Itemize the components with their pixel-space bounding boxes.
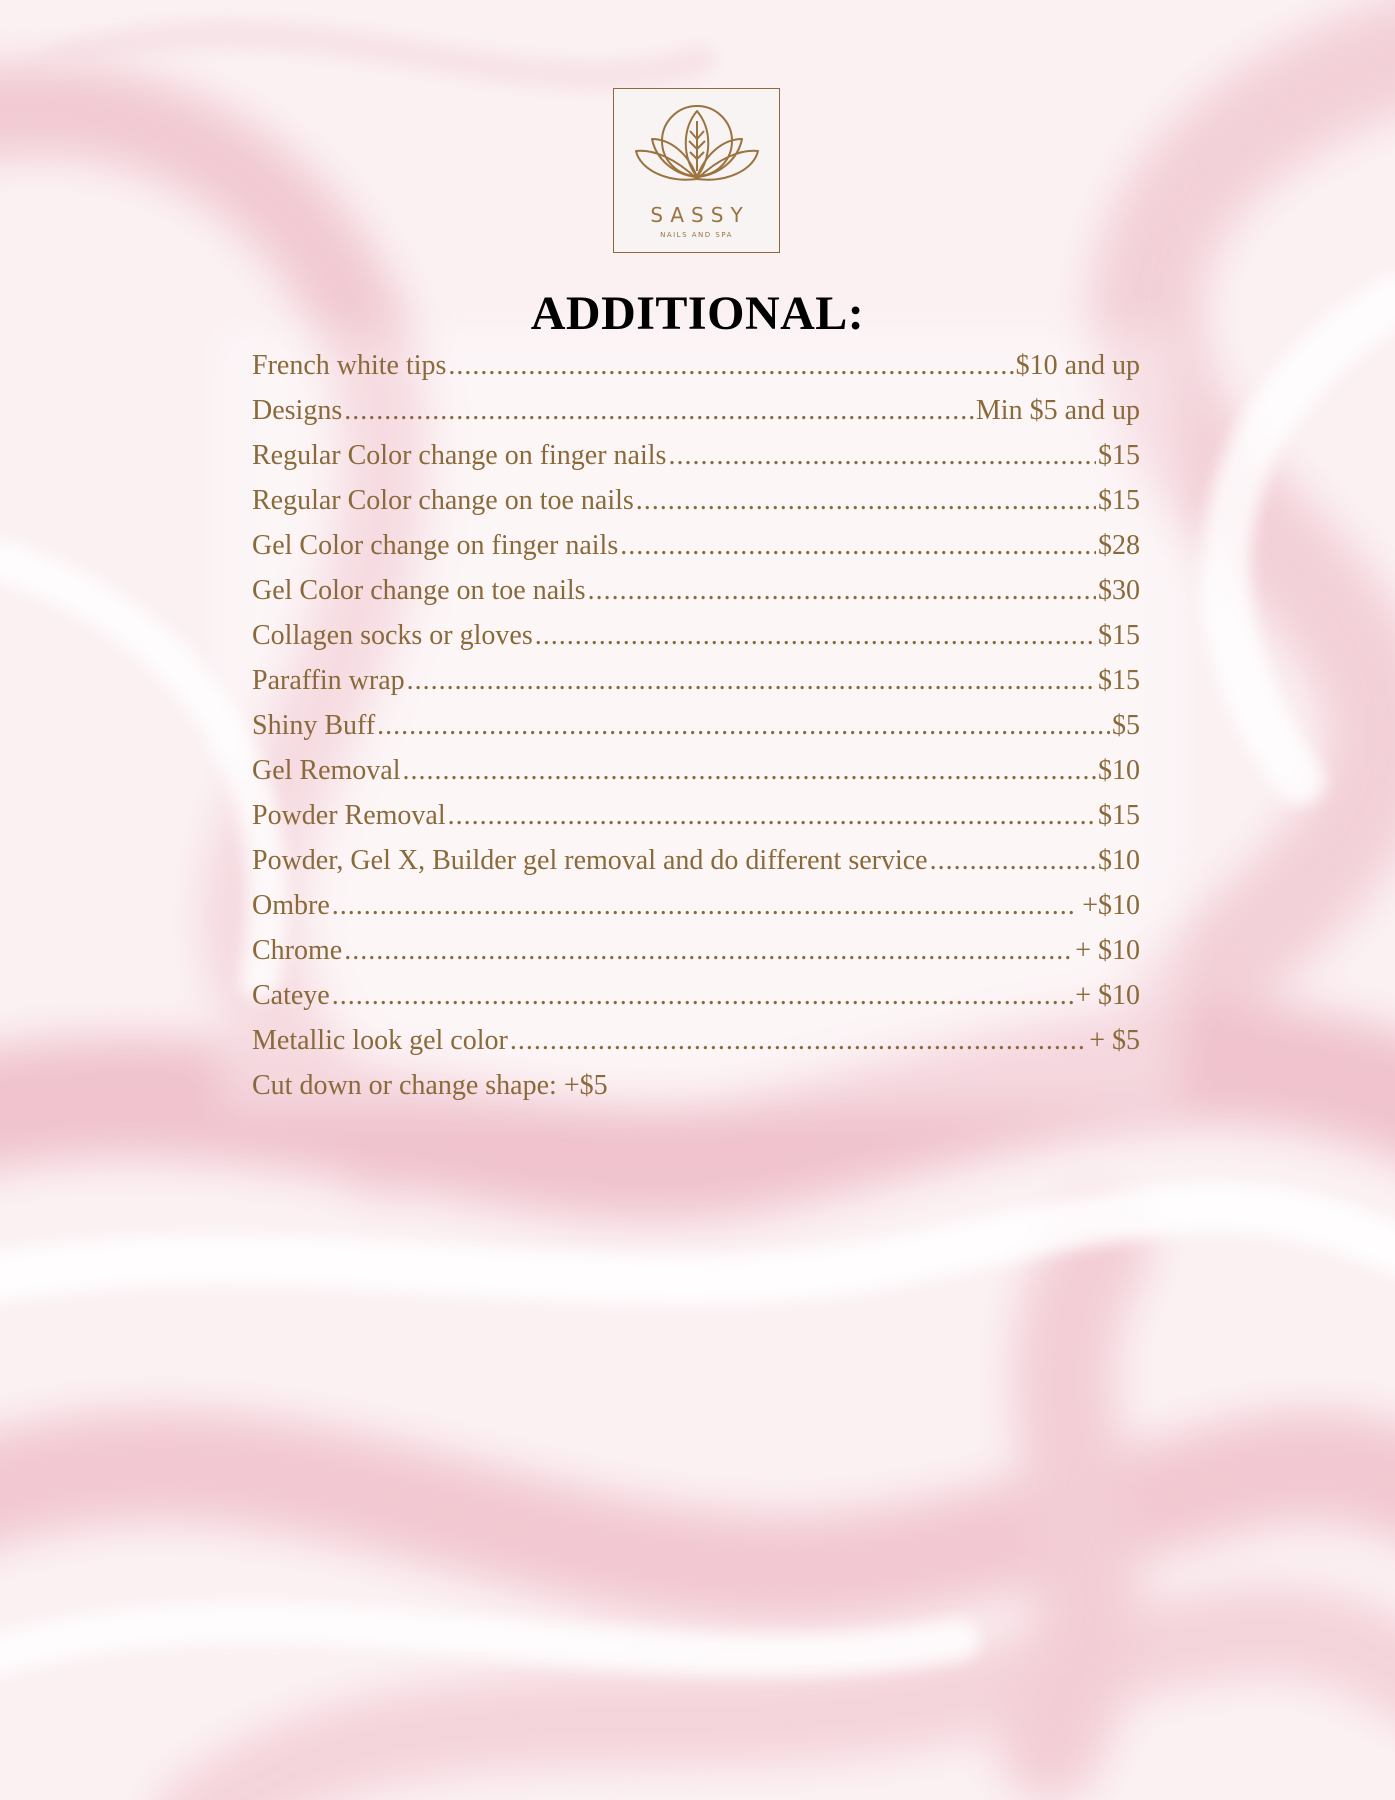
- dot-leader: [448, 348, 1013, 384]
- menu-item: [252, 348, 1140, 393]
- menu-item: [252, 843, 1140, 888]
- dot-leader: [332, 888, 1073, 924]
- item-price: $15: [1098, 485, 1140, 516]
- item-price: + $5: [1089, 1025, 1140, 1056]
- menu-item: [252, 438, 1140, 483]
- page-title: ADDITIONAL:: [530, 287, 865, 340]
- brand-tagline: NAILS AND SPA: [660, 231, 733, 239]
- item-price: $5: [1112, 710, 1140, 741]
- item-price: $10: [1098, 845, 1140, 876]
- item-name: Collagen socks or gloves: [252, 620, 533, 651]
- dot-leader: [620, 528, 1096, 564]
- item-name: Designs: [252, 395, 343, 426]
- item-price: $10: [1098, 755, 1140, 786]
- item-price: $15: [1098, 440, 1140, 471]
- item-price: $30: [1098, 575, 1140, 606]
- item-price: $28: [1098, 530, 1140, 561]
- menu-item: [252, 573, 1140, 618]
- menu-item: [252, 708, 1140, 753]
- item-name: Powder Removal: [252, 800, 446, 831]
- dot-leader: [407, 663, 1096, 699]
- dot-leader: [588, 573, 1096, 609]
- item-name: Cateye: [252, 980, 330, 1011]
- item-price: $15: [1098, 800, 1140, 831]
- dot-leader: [668, 438, 1096, 474]
- dot-leader: [377, 708, 1110, 744]
- dot-leader: [332, 978, 1073, 1014]
- dot-leader: [448, 798, 1096, 834]
- menu-item: [252, 933, 1140, 978]
- menu-item: [252, 753, 1140, 798]
- item-price: $10 and up: [1015, 350, 1140, 381]
- item-name: Regular Color change on toe nails: [252, 485, 634, 516]
- dot-leader: [403, 753, 1096, 789]
- item-name: Paraffin wrap: [252, 665, 405, 696]
- item-name: Powder, Gel X, Builder gel removal and do different service: [252, 845, 928, 876]
- dot-leader: [344, 933, 1073, 969]
- item-name: Ombre: [252, 890, 330, 921]
- brand-name: SASSY: [650, 203, 750, 227]
- item-price: $15: [1098, 665, 1140, 696]
- menu-note: [252, 1068, 1140, 1113]
- dot-leader: [636, 483, 1096, 519]
- dot-leader: [510, 1023, 1087, 1059]
- item-price: + $10: [1075, 980, 1140, 1011]
- item-price: Min $5 and up: [975, 395, 1140, 426]
- dot-leader: [535, 618, 1096, 654]
- brand-logo: [613, 88, 780, 253]
- menu-item: [252, 483, 1140, 528]
- item-name: Shiny Buff: [252, 710, 376, 741]
- item-name: Gel Color change on finger nails: [252, 530, 619, 561]
- item-name: Gel Removal: [252, 755, 401, 786]
- menu-item: [252, 978, 1140, 1023]
- lotus-icon: [614, 89, 781, 254]
- menu-item: [252, 1023, 1140, 1068]
- price-list: [252, 348, 1140, 1113]
- menu-item: [252, 528, 1140, 573]
- item-price: +$10: [1075, 890, 1140, 921]
- menu-item: [252, 618, 1140, 663]
- item-name: French white tips: [252, 350, 447, 381]
- menu-item: [252, 393, 1140, 438]
- menu-item: [252, 888, 1140, 933]
- menu-item: [252, 798, 1140, 843]
- item-name: Gel Color change on toe nails: [252, 575, 586, 606]
- item-name: Metallic look gel color: [252, 1025, 508, 1056]
- item-price: + $10: [1075, 935, 1140, 966]
- item-name: Chrome: [252, 935, 343, 966]
- dot-leader: [930, 843, 1096, 879]
- dot-leader: [344, 393, 974, 429]
- item-price: $15: [1098, 620, 1140, 651]
- note-text: Cut down or change shape: +$5: [252, 1070, 608, 1101]
- menu-item: [252, 663, 1140, 708]
- item-name: Regular Color change on finger nails: [252, 440, 667, 471]
